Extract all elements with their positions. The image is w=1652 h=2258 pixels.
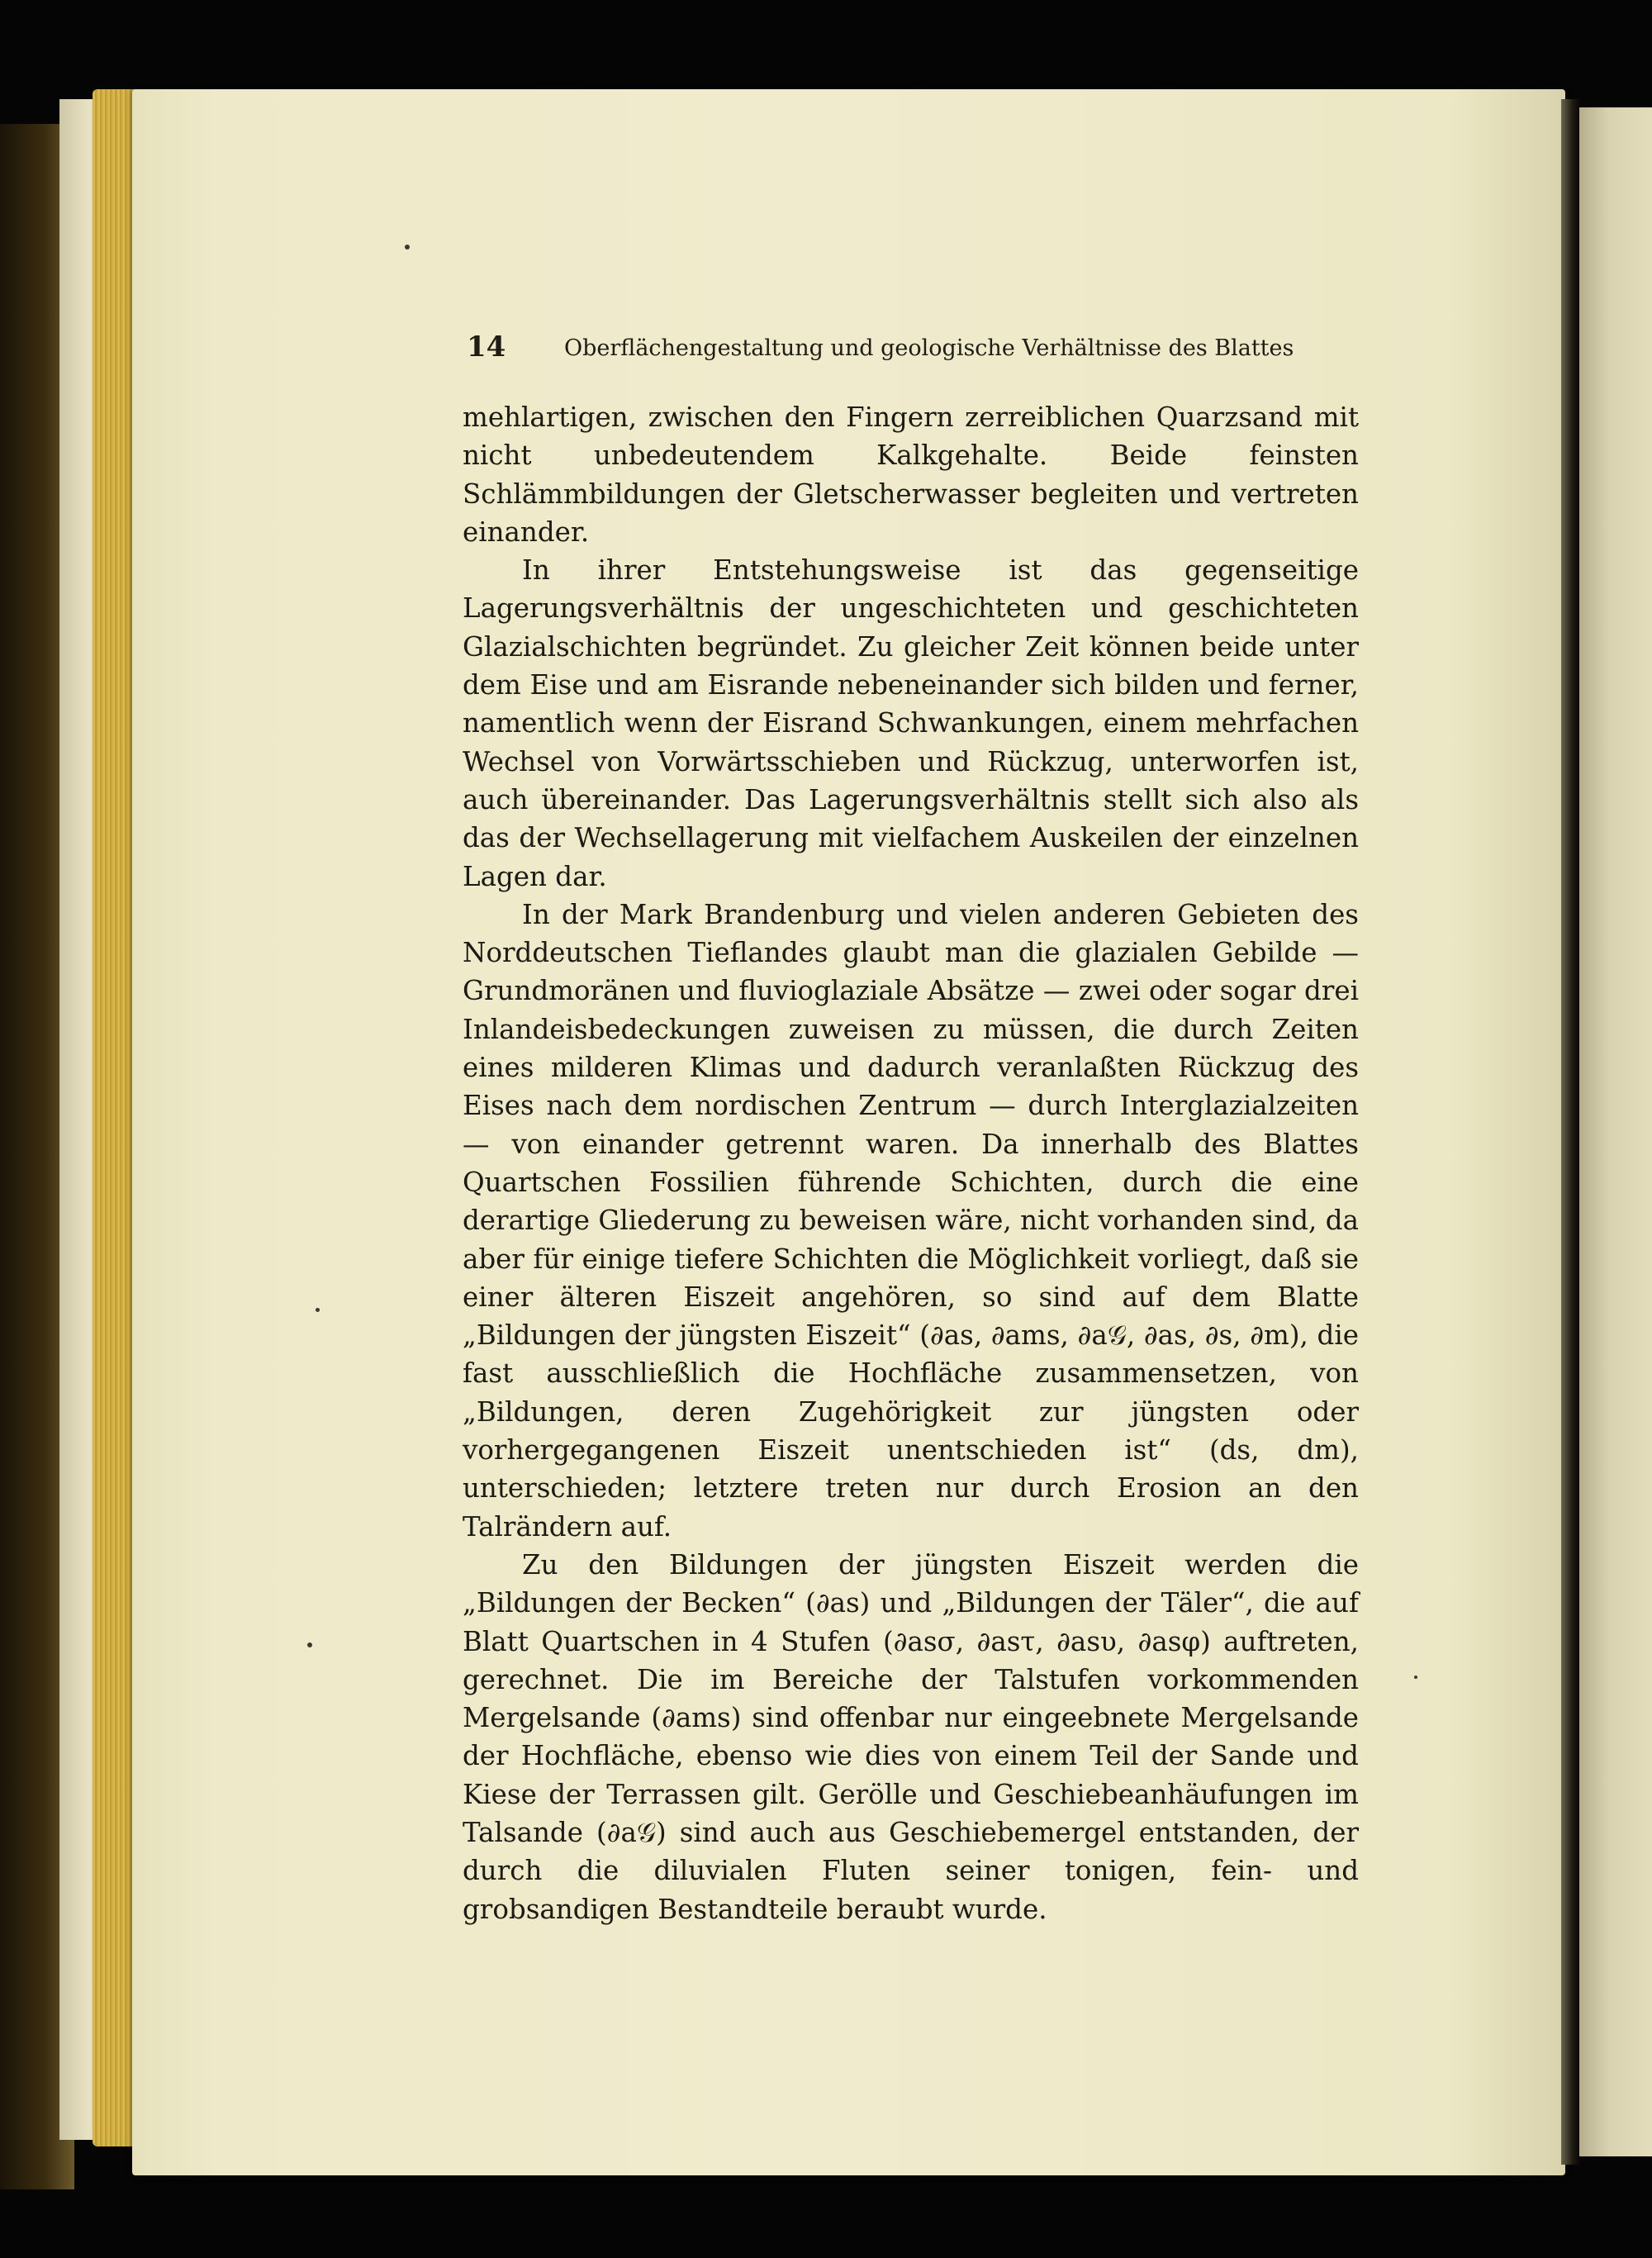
book-gutter [1561, 99, 1581, 2165]
page-number: 14 [467, 330, 506, 364]
paragraph-3: In der Mark Brandenburg und vielen anderen Gebieten des Norddeutschen Tieflandes glaubt man die glazialen Gebilde — Grundmoränen und fluvioglaziale Absätze — zwei oder sogar drei Inlandeisbedeckungen zuweisen zu müssen, die durch Zeiten eines milderen Klimas und dadurch veranlaßten Rückzug des Eises nach dem nordischen Zentrum — durch Interglazialzeiten — von einander getrennt waren. Da innerhalb des Blattes Quartschen Fossilien führende Schichten, durch die eine derartige Gliederung zu beweisen wäre, nicht vorhanden sind, da aber für einige tiefere Schichten die Möglichkeit vorliegt, daß sie einer älteren Eiszeit angehören, so sind auf dem Blatte „Bildungen der jüngsten Eiszeit“ (∂as, ∂ams, ∂a𝒢, ∂as, ∂s, ∂m), die fast ausschließlich die Hochfläche zusammensetzen, von „Bildungen, deren Zugehörigkeit zur jüngsten oder vorhergegangenen Eiszeit unentschieden ist“ (ds, dm), unterschieden; letztere treten nur durch Erosion an den Talrändern auf. [463, 898, 1359, 1543]
running-head [467, 330, 1297, 375]
paragraph-2: In ihrer Entstehungsweise ist das gegenseitige Lagerungsverhältnis der ungeschichteten und geschichteten Glazialschichten begründet. Zu gleicher Zeit können beide unter dem Eise und am Eisrande nebeneinander sich bilden und ferner, namentlich wenn der Eisrand Schwankungen, einem mehrfachen Wechsel von Vorwärtsschieben und Rückzug, unterworfen ist, auch übereinander. Das Lagerungsverhältnis stellt sich also als das der Wechsellagerung mit vielfachem Auskeilen der einzelnen Lagen dar. [463, 554, 1359, 892]
next-page-edge [1579, 107, 1652, 2156]
paragraph-1: mehlartigen, zwischen den Fingern zerreiblichen Quarzsand mit nicht unbedeutendem Kalkgehalte. Beide feinsten Schlämmbildungen der Gletscherwasser begleiten und vertreten einander. [463, 402, 1359, 548]
paragraph-4: Zu den Bildungen der jüngsten Eiszeit werden die „Bildungen der Becken“ (∂as) und „Bildungen der Täler“, die auf Blatt Quartschen in 4 Stufen (∂asσ, ∂asτ, ∂asυ, ∂asφ) auftreten, gerechnet. Die im Bereiche der Talstufen vorkommenden Mergelsande (∂ams) sind offenbar nur eingeebnete Mergelsande der Hochfläche, ebenso wie dies von einem Teil der Sande und Kiese der Terrassen gilt. Gerölle und Geschiebeanhäufungen im Talsande (∂a𝒢) sind auch aus Geschiebemergel entstanden, der durch die diluvialen Fluten seiner tonigen, fein- und grobsandigen Bestandteile beraubt wurde. [463, 1548, 1359, 1925]
paper-speck [307, 1642, 312, 1647]
paper-speck [316, 1308, 320, 1312]
running-title: Oberflächengestaltung und geologische Verhältnisse des Blattes [564, 335, 1294, 361]
paper-speck [405, 245, 410, 250]
body-text [463, 398, 1359, 1928]
paper-speck [1414, 1676, 1417, 1679]
